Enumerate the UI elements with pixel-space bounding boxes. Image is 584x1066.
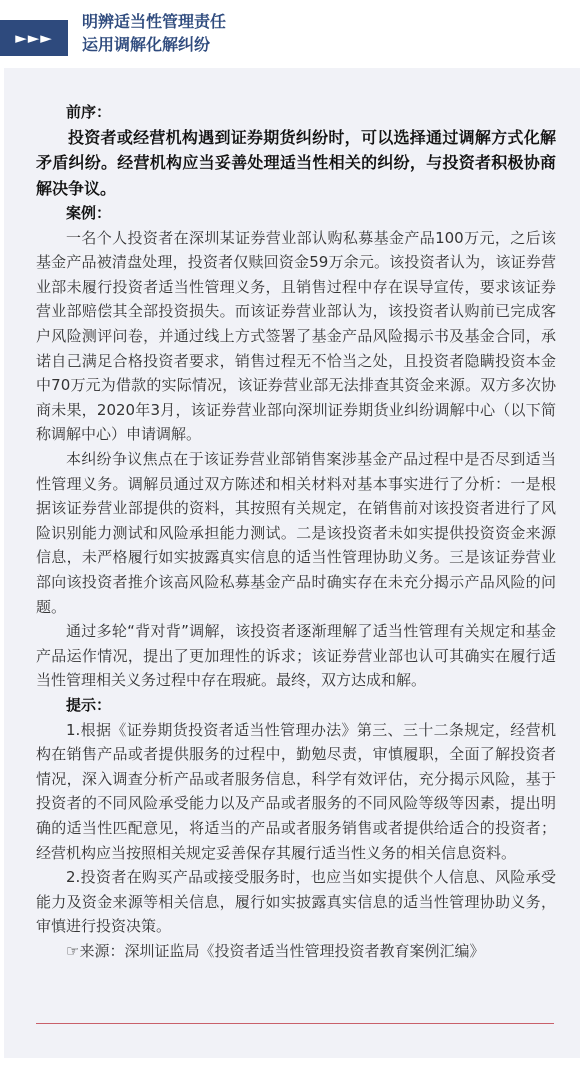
article-content [36,100,556,964]
arrows-icon: ►►► [0,20,68,56]
preface-label: 前序： [66,103,112,121]
case-paragraph-2: 本纠纷争议焦点在于该证券营业部销售案涉基金产品过程中是否尽到适当性管理义务。调解员通过双方陈述和相关材料对基本事实进行了分析：一是根据该证券营业部提供的资料，其按照有关规定，在销售前对该投资者进行了风险识别能力测试和风险承担能力测试。二是该投资者未如实提供投资资金来源信息，未严格履行如实披露真实信息的适当性管理协助义务。三是该证券营业部向该投资者推介该高风险私募基金产品时确实存在未充分揭示产品风险的问题。 [36,450,556,616]
source-citation: ☞来源：深圳证监局《投资者适当性管理投资者教育案例汇编》 [66,941,485,960]
article-panel [4,68,580,1058]
title-line-1: 明辨适当性管理责任 [82,12,227,31]
case-label: 案例： [66,204,112,223]
preface-text: 投资者或经营机构遇到证券期货纠纷时，可以选择通过调解方式化解矛盾纠纷。经营机构应当妥善处理适当性相关的纠纷，与投资者积极协商解决争议。 [36,127,556,198]
tips-label: 提示： [66,695,112,714]
tip-2: 2.投资者在购买产品或接受服务时，也应当如实提供个人信息、风险承受能力及资金来源等相关信息，履行如实披露真实信息的适当性管理协助义务，审慎进行投资决策。 [36,868,556,936]
header-banner [0,0,584,66]
tip-1: 1.根据《证券期货投资者适当性管理办法》第三、三十二条规定，经营机构在销售产品或者提供服务的过程中，勤勉尽责，审慎履职，全面了解投资者情况，深入调查分析产品或者服务信息，科学有效评估，充分揭示风险，基于投资者的不同风险承受能力以及产品或者服务的不同风险等级等因素，提出明确的适当性匹配意见，将适当的产品或者服务销售或者提供给适合的投资者；经营机构应当按照相关规定妥善保存其履行适当性义务的相关信息资料。 [36,720,556,862]
divider [36,1023,554,1024]
case-paragraph-3: 通过多轮“背对背”调解，该投资者逐渐理解了适当性管理有关规定和基金产品运作情况，提出了更加理性的诉求；该证券营业部也认可其确实在履行适当性管理相关义务过程中存在瑕疵。最终，双方达成和解。 [36,622,556,690]
case-paragraph-1: 一名个人投资者在深圳某证券营业部认购私募基金产品100万元，之后该基金产品被清盘处理，投资者仅赎回资金59万余元。该投资者认为，该证券营业部未履行投资者适当性管理义务，且销售过程中存在误导宣传，要求该证券营业部赔偿其全部投资损失。而该证券营业部认为，该投资者认购前已完成客户风险测评问卷，并通过线上方式签署了基金产品风险揭示书及基金合同，承诺自己满足合格投资者要求，销售过程无不恰当之处，且投资者隐瞒投资本金中70万元为借款的实际情况，该证券营业部无法排查其资金来源。双方多次协商未果，2020年3月，该证券营业部向深圳证券期货业纠纷调解中心（以下简称调解中心）申请调解。 [36,228,556,444]
title-line-2: 运用调解化解纠纷 [82,35,211,54]
page-title [82,10,226,56]
